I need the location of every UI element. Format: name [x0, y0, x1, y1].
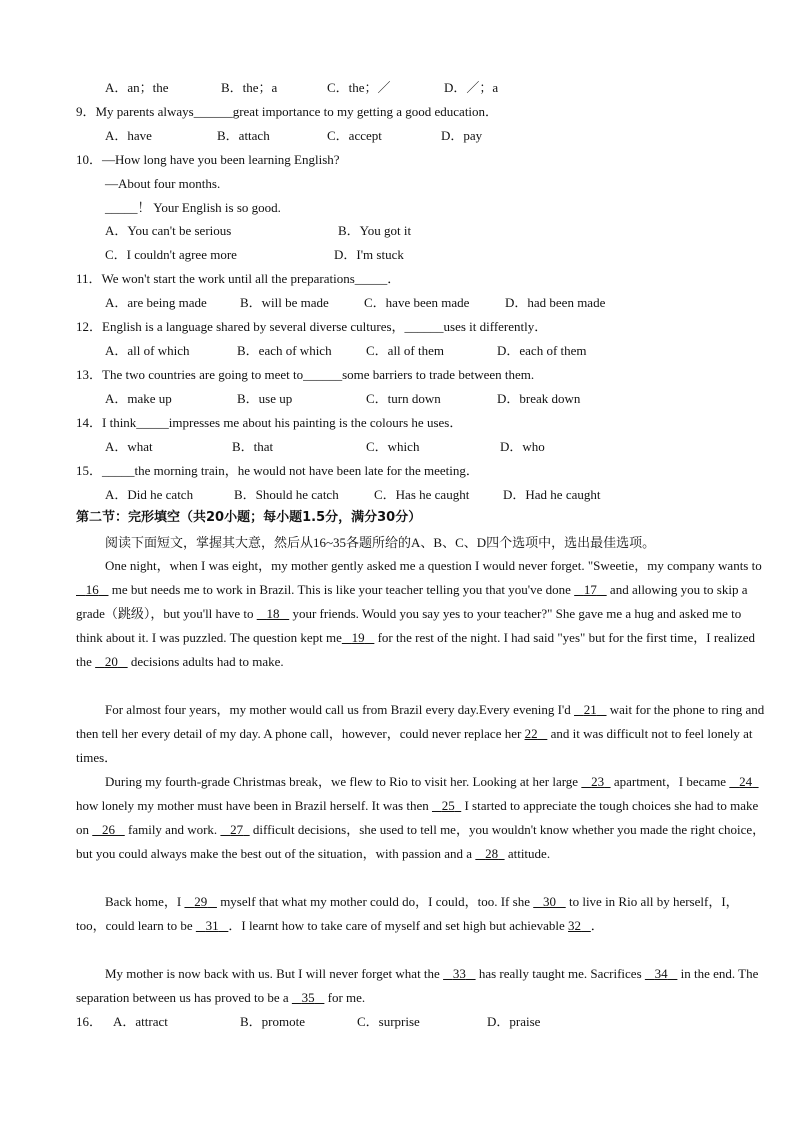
blank-19: 19: [351, 630, 365, 645]
passage-paragraph-1: One night，when I was eight，my mother gently asked me a question I would never forget. "Sweetie，my company wants to 16 me but needs me to work in Brazil. This is like your teacher telling you that you've done 17 and allowing you to skip a grade（跳级），but you'll have to 18 your friends. Would you say yes to your teacher?" She gave me a hug and asked me to think about it. I was puzzled. The question kept me 19 for the rest of the night. I had said "yes" but for the first time，I realized the 20 decisions adults had to make.: [76, 558, 762, 669]
blank-34: 34: [654, 966, 668, 981]
blank-29: 29: [194, 894, 208, 909]
blank-16: 16: [85, 582, 99, 597]
q12-option-a: A．all of which: [105, 343, 190, 358]
q16-option-c: C．surprise: [357, 1014, 420, 1029]
q12-option-d: D．each of them: [497, 343, 587, 358]
q8-option-d: D．／；a: [444, 80, 499, 95]
q14-option-d: D．who: [500, 439, 545, 454]
passage-paragraph-3: During my fourth-grade Christmas break，we flew to Rio to visit her. Looking at her large 23 apartment，I became 24 how lonely my mother must have been in Brazil herself. It was then 25 I started to appreciate the tough choices she had to make on 26 family and work. 27 difficult decisions，she used to tell me，you wouldn't know whether you made the right choice，but you could always make the best out of the situation，with passion and a 28 attitude.: [76, 774, 766, 861]
blank-20: 20: [104, 654, 118, 669]
q15-option-a: A．Did he catch: [105, 487, 194, 502]
q13-option-b: B．use up: [237, 391, 293, 406]
q10-option-a: A．You can't be serious: [105, 223, 232, 238]
blank-35: 35: [301, 990, 315, 1005]
q10-option-b: B．You got it: [338, 223, 412, 238]
q14-option-b: B．that: [232, 439, 274, 454]
q16-option-b: B．promote: [240, 1014, 305, 1029]
section-instruction: 阅读下面短文，掌握其大意，然后从16~35各题所给的A、B、C、D四个选项中，选出最佳选项。: [105, 535, 656, 550]
q12-stem: 12．English is a language shared by several diverse cultures，______uses it differently．: [76, 319, 548, 334]
q9-option-a: A．have: [105, 128, 152, 143]
blank-27: 27: [230, 822, 244, 837]
q15-option-c: C．Has he caught: [374, 487, 470, 502]
q14-option-a: A．what: [105, 439, 153, 454]
q13-stem: 13．The two countries are going to meet to______some barriers to trade between them.: [76, 367, 535, 382]
passage-paragraph-4: Back home，I 29 myself that what my mother could do，I could，too. If she 30 to live in Rio all by herself，I，too，could learn to be 31 ．I learnt how to take care of myself and set high but achievable 32 ．: [76, 894, 739, 933]
q13-option-d: D．break down: [497, 391, 581, 406]
q10-line1: 10．—How long have you been learning English?: [76, 152, 340, 167]
q8-option-b: B．the；a: [221, 80, 278, 95]
q11-option-b: B．will be made: [240, 295, 329, 310]
q15-stem: 15．_____the morning train，he would not have been late for the meeting．: [76, 463, 479, 478]
blank-33: 33: [452, 966, 466, 981]
blank-18: 18: [266, 606, 280, 621]
blank-21: 21: [583, 702, 597, 717]
q9-stem: 9．My parents always______great importance to my getting a good education．: [76, 104, 499, 119]
passage-paragraph-2: For almost four years，my mother would call us from Brazil every day.Every evening I'd 21 wait for the phone to ring and then tell her every detail of my day. A phone call，however，could never replace her 22 and it was difficult not to feel lonely at times．: [76, 702, 765, 765]
blank-31: 31: [205, 918, 219, 933]
q8-option-c: C．the；／: [327, 80, 391, 95]
q10-option-d: D．I'm stuck: [334, 247, 404, 262]
blank-22: 22: [524, 726, 538, 741]
passage-paragraph-5: My mother is now back with us. But I will never forget what the 33 has really taught me. Sacrifices 34 in the end. The separation between us has proved to be a 35 for me.: [76, 966, 759, 1005]
q12-option-c: C．all of them: [366, 343, 444, 358]
q13-option-a: A．make up: [105, 391, 172, 406]
blank-24: 24: [739, 774, 753, 789]
q14-stem: 14．I think_____impresses me about his painting is the colours he uses．: [76, 415, 463, 430]
q11-option-a: A．are being made: [105, 295, 207, 310]
q12-option-b: B．each of which: [237, 343, 332, 358]
q16-option-d: D．praise: [487, 1014, 541, 1029]
blank-25: 25: [441, 798, 455, 813]
q15-option-b: B．Should he catch: [234, 487, 339, 502]
blank-23: 23: [591, 774, 605, 789]
q15-option-d: D．Had he caught: [503, 487, 601, 502]
q10-line2: —About four months.: [105, 176, 221, 191]
blank-30: 30: [542, 894, 556, 909]
section-title: 第二节：完形填空（共20小题；每小题1.5分，满分30分）: [76, 510, 422, 525]
blank-17: 17: [583, 582, 597, 597]
blank-32: 32: [568, 918, 582, 933]
q8-option-a: A．an；the: [105, 80, 169, 95]
q9-option-d: D．pay: [441, 128, 483, 143]
blank-28: 28: [485, 846, 499, 861]
q9-option-c: C．accept: [327, 128, 382, 143]
q9-option-b: B．attach: [217, 128, 270, 143]
blank-26: 26: [102, 822, 115, 837]
q10-option-c: C．I couldn't agree more: [105, 247, 237, 262]
q11-option-d: D．had been made: [505, 295, 606, 310]
q11-option-c: C．have been made: [364, 295, 470, 310]
q16-number: 16．: [76, 1014, 103, 1029]
q10-line3: _____！ Your English is so good.: [105, 200, 281, 215]
q14-option-c: C．which: [366, 439, 420, 454]
q16-option-a: A．attract: [113, 1014, 168, 1029]
q11-stem: 11．We won't start the work until all the preparations_____．: [76, 271, 401, 286]
q13-option-c: C．turn down: [366, 391, 441, 406]
